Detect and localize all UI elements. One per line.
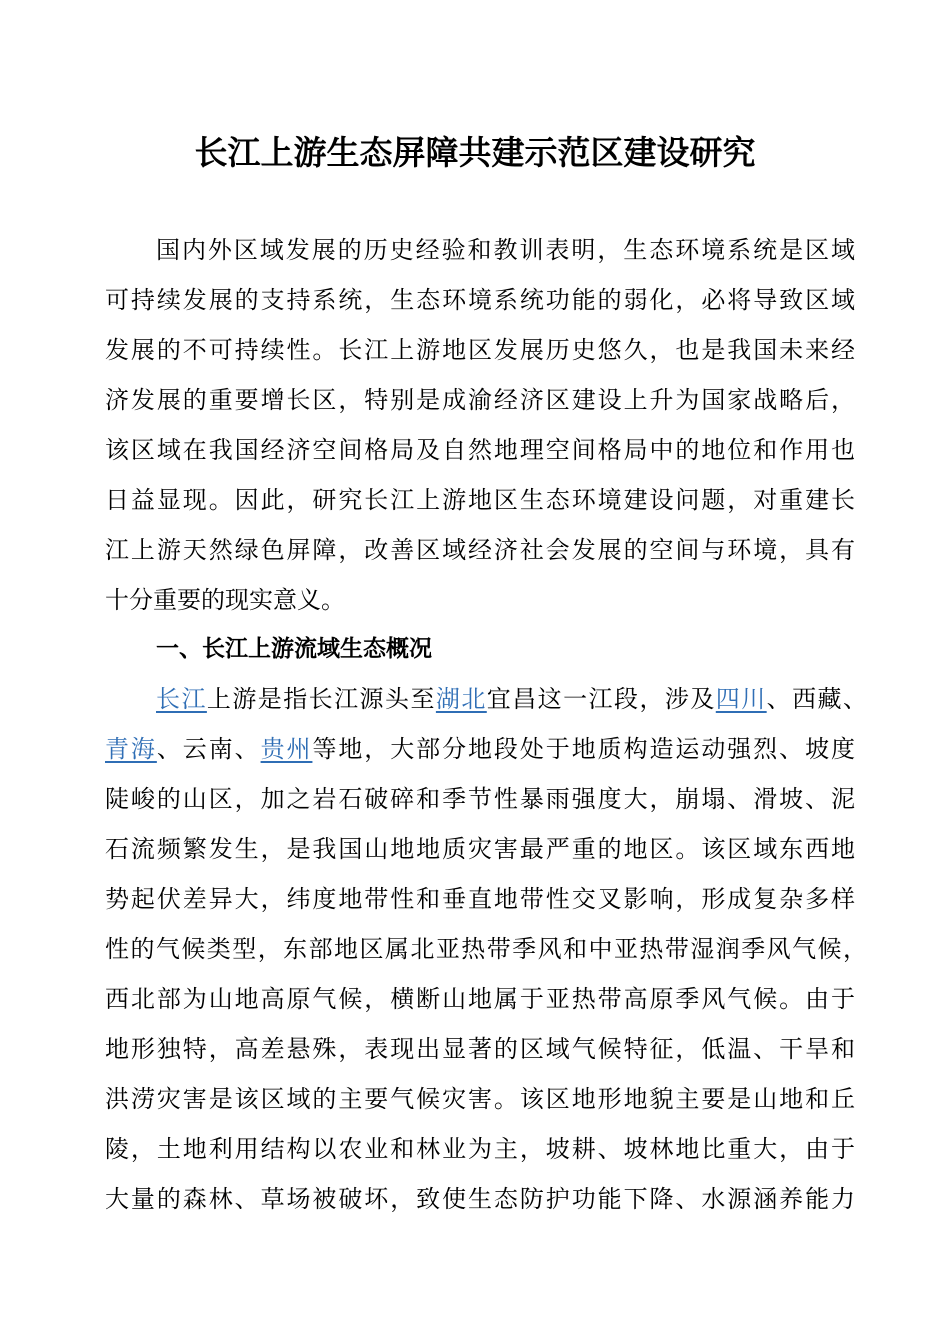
paragraph-line: 济发展的重要增长区，特别是成渝经济区建设上升为国家战略后， <box>105 386 855 414</box>
paragraph-text: 宜昌这一江段，涉及 <box>486 685 716 713</box>
link-guizhou[interactable]: 贵州 <box>260 735 313 763</box>
link-sichuan[interactable]: 四川 <box>715 685 767 713</box>
paragraph-line: 势起伏差异大，纬度地带性和垂直地带性交叉影响，形成复杂多样 <box>105 885 855 913</box>
paragraph-line: 日益显现。因此，研究长江上游地区生态环境建设问题，对重建长 <box>105 486 855 514</box>
document-title: 长江上游生态屏障共建示范区建设研究 <box>194 133 756 172</box>
paragraph-text: 、西藏、 <box>766 685 868 713</box>
link-qinghai[interactable]: 青海 <box>105 735 157 763</box>
paragraph-text: 、云南、 <box>156 735 261 763</box>
paragraph-line: 地形独特，高差悬殊，表现出显著的区域气候特征，低温、干旱和 <box>105 1035 855 1063</box>
paragraph-line: 江上游天然绿色屏障，改善区域经济社会发展的空间与环境，具有 <box>105 536 855 564</box>
link-yangtze[interactable]: 长江 <box>156 685 207 713</box>
paragraph-line: 陵，土地利用结构以农业和林业为主，坡耕、坡林地比重大，由于 <box>105 1135 855 1163</box>
paragraph-line <box>105 724 855 774</box>
link-hubei[interactable]: 湖北 <box>435 685 487 713</box>
paragraph-text: 等地，大部分地段处于地质构造运动强烈、坡度 <box>312 735 856 763</box>
paragraph-line: 该区域在我国经济空间格局及自然地理空间格局中的地位和作用也 <box>105 436 855 464</box>
paragraph-line: 石流频繁发生，是我国山地地质灾害最严重的地区。该区域东西地 <box>105 835 855 863</box>
paragraph-line: 洪涝灾害是该区域的主要气候灾害。该区地形地貌主要是山地和丘 <box>105 1085 855 1113</box>
paragraph-text: 上游是指长江源头至 <box>206 685 436 713</box>
paragraph-line: 性的气候类型，东部地区属北亚热带季风和中亚热带湿润季风气候， <box>105 935 867 963</box>
paragraph-line: 陡峻的山区，加之岩石破碎和季节性暴雨强度大，崩塌、滑坡、泥 <box>105 785 855 813</box>
paragraph-line: 十分重要的现实意义。 <box>105 586 345 614</box>
paragraph-line: 国内外区域发展的历史经验和教训表明，生态环境系统是区域 <box>156 236 855 264</box>
paragraph-line <box>156 674 867 724</box>
paragraph-line: 大量的森林、草场被破坏，致使生态防护功能下降、水源涵养能力 <box>105 1185 855 1213</box>
paragraph-line: 发展的不可持续性。长江上游地区发展历史悠久，也是我国未来经 <box>105 336 855 364</box>
section-heading: 一、长江上游流域生态概况 <box>156 636 432 662</box>
paragraph-line: 西北部为山地高原气候，横断山地属于亚热带高原季风气候。由于 <box>105 985 855 1013</box>
paragraph-line: 可持续发展的支持系统，生态环境系统功能的弱化，必将导致区域 <box>105 286 855 314</box>
